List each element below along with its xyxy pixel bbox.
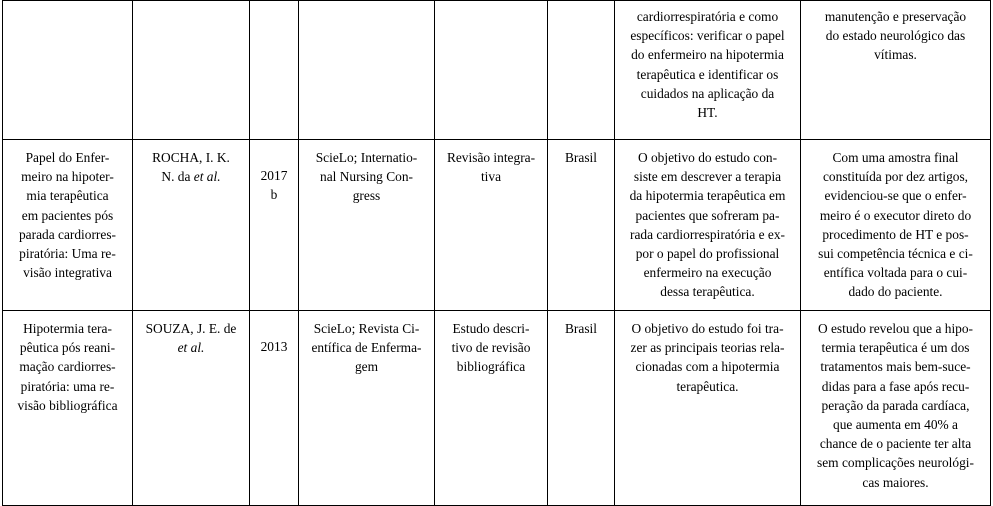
objective-cell [615, 1, 801, 140]
text-line: entífica voltada para o cui- [823, 265, 968, 281]
text-line: cionadas com a hipotermia [635, 359, 780, 375]
text-line: Estudo descri- [452, 321, 530, 336]
database-cell [299, 1, 435, 140]
text-line: gress [352, 188, 381, 204]
title-cell [3, 140, 133, 311]
year-cell [250, 311, 299, 506]
table-row [3, 311, 991, 506]
text-line: entífica de Enferma- [311, 340, 422, 356]
author-cell [133, 140, 250, 311]
text-line: peração da parada cardíaca, [821, 397, 970, 413]
text-line: O objetivo do estudo con- [637, 150, 778, 165]
text-line: manutenção e preservação [824, 9, 967, 24]
author-text: ROCHA, I. K. [152, 150, 230, 165]
text-line: tratamentos mais bem-suce- [820, 359, 971, 375]
country-cell [548, 140, 615, 311]
result-cell [801, 1, 991, 140]
text-line: do enfermeiro na hipotermia [631, 47, 784, 63]
text-line: em pacientes pós [21, 207, 114, 223]
text-line: mação cardiorres- [19, 359, 116, 375]
text-line: cardiorrespiratória e como [636, 9, 779, 24]
text-line: Com uma amostra final [832, 150, 959, 165]
text-line: pacientes que sofreram pa- [635, 207, 780, 223]
text-line: terapêutica. [676, 378, 739, 394]
text-line: ScieLo; Revista Ci- [313, 321, 420, 336]
text-line: cuidados na aplicação da [640, 85, 775, 101]
text-line: vítimas. [874, 47, 917, 63]
text-line: mia terapêutica [26, 188, 109, 204]
database-cell [299, 311, 435, 506]
text-line: sui competência técnica e ci- [818, 246, 973, 262]
author-text: et al. [177, 340, 205, 356]
text-line: didas para a fase após recu- [821, 378, 970, 394]
text-line: siste em descrever a terapia [633, 169, 782, 185]
text-line: tiva [480, 169, 502, 185]
text-line: O objetivo do estudo foi tra- [631, 321, 784, 336]
table-row [3, 1, 991, 140]
text-line: nal Nursing Con- [320, 169, 413, 185]
author-cell [133, 1, 250, 140]
method-cell [435, 140, 548, 311]
year-text: 2013 [260, 339, 288, 354]
text-line: piratória: Uma re- [19, 246, 116, 262]
text-line: do estado neurológico das [825, 28, 966, 44]
text-line: enfermeiro na execução [643, 265, 772, 281]
author-text: N. da et al. [161, 169, 221, 185]
objective-cell [615, 140, 801, 311]
text-line: por o papel do profissional [635, 246, 780, 262]
text-line: sem complicações neurológi- [817, 455, 974, 471]
text-line: HT. [697, 105, 718, 121]
year-text: b [270, 187, 278, 203]
year-cell [250, 1, 299, 140]
result-cell [801, 311, 991, 506]
text-line: bibliográfica [456, 359, 526, 375]
method-cell [435, 311, 548, 506]
text-line: dado do paciente. [848, 284, 943, 300]
text-line: que aumenta em 40% a [833, 417, 958, 433]
database-cell [299, 140, 435, 311]
country-cell [548, 1, 615, 140]
text-line: cas maiores. [862, 474, 929, 490]
title-cell [3, 1, 133, 140]
year-text: 2017 [260, 168, 288, 183]
text-line: procedimento de HT e pos- [822, 226, 969, 242]
year-cell [250, 140, 299, 311]
text-line: zer as principais teorias rela- [630, 340, 785, 356]
text-line: parada cardiorres- [18, 226, 117, 242]
method-cell [435, 1, 548, 140]
text-line: específicos: verificar o papel [630, 28, 785, 44]
text-line: pêutica pós reani- [19, 340, 116, 356]
text-line: rada cardiorrespiratória e ex- [629, 226, 785, 242]
text-line: chance de o paciente ter alta [819, 436, 972, 452]
text-line: evidenciou-se que o enfer- [824, 188, 967, 204]
country-cell [548, 311, 615, 506]
text-line: ScieLo; Internatio- [315, 150, 418, 165]
text-line: piratória: uma re- [20, 378, 115, 394]
title-cell [3, 311, 133, 506]
text-line: dessa terapêutica. [660, 284, 755, 300]
text-line: Papel do Enfer- [25, 150, 110, 165]
text-line: meiro na hipoter- [21, 169, 114, 185]
text-line: gem [354, 359, 379, 375]
text-line: visão integrativa [23, 265, 112, 281]
country-text: Brasil [565, 150, 597, 165]
text-line: da hipotermia terapêutica em [629, 188, 786, 204]
result-cell [801, 140, 991, 311]
author-cell [133, 311, 250, 506]
country-text: Brasil [565, 321, 597, 336]
text-line: terapêutica e identificar os [636, 66, 779, 82]
text-line: visão bibliográfica [17, 397, 118, 413]
text-line: O estudo revelou que a hipo- [817, 321, 974, 336]
text-line: constituída por dez artigos, [822, 169, 969, 185]
text-line: termia terapêutica é um dos [821, 340, 970, 356]
text-line: tivo de revisão [451, 340, 531, 356]
text-line: Hipotermia tera- [23, 321, 112, 336]
text-line: meiro é o executor direto do [819, 207, 972, 223]
author-text: SOUZA, J. E. de [145, 321, 237, 336]
table-row [3, 140, 991, 311]
studies-table [2, 0, 991, 506]
objective-cell [615, 311, 801, 506]
text-line: Revisão integra- [446, 150, 536, 165]
